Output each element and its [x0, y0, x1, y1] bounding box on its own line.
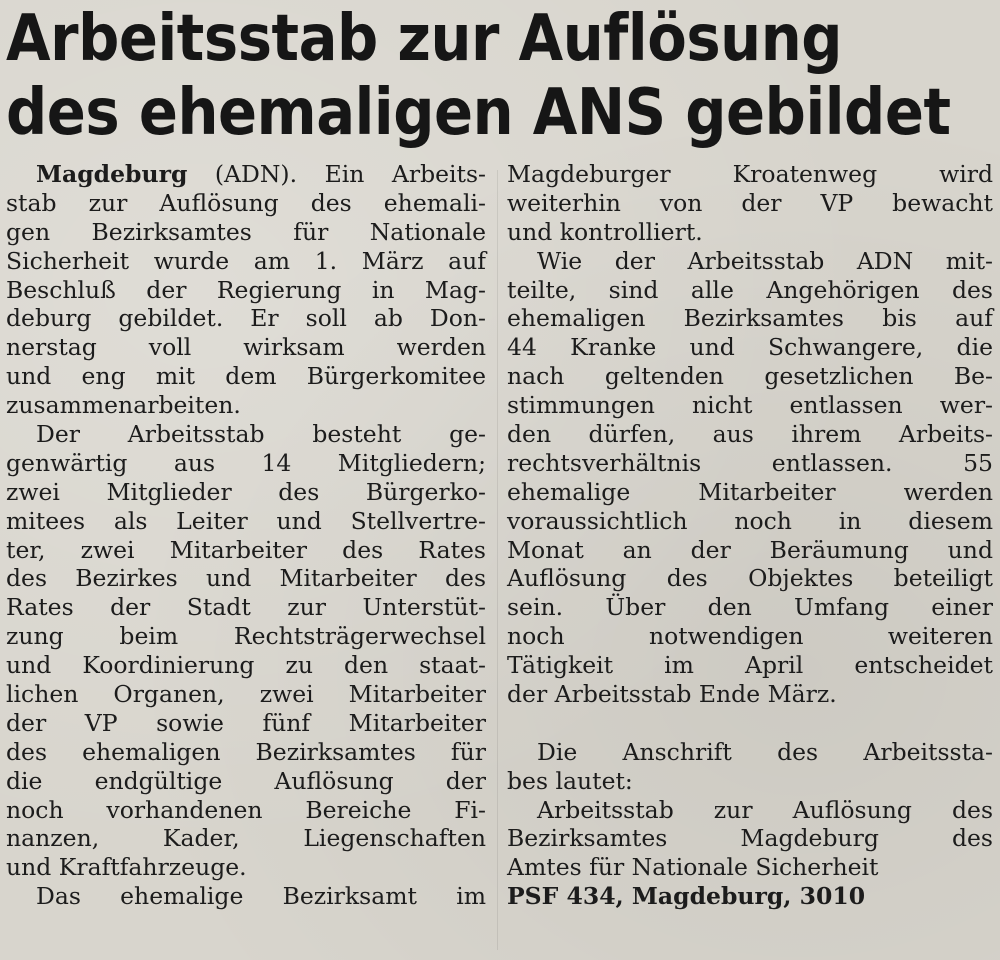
text-line: Sicherheit wurde am 1. März auf: [6, 246, 486, 275]
text-line: lichen Organen, zwei Mitarbeiter: [6, 680, 486, 709]
text-line: stimmungen nicht entlassen wer-: [507, 391, 993, 420]
text-line: Magdeburger Kroatenweg wird: [507, 160, 993, 188]
text-line: teilte, sind alle Angehörigen des: [507, 275, 993, 304]
text-line: Tätigkeit im April entscheidet: [507, 651, 993, 680]
headline: [6, 2, 951, 150]
text-line: zusammenarbeiten.: [6, 391, 241, 420]
headline-line-1: Arbeitsstab zur Auflösung: [6, 2, 843, 76]
text-line: 44 Kranke und Schwangere, die: [507, 333, 993, 362]
text-line: und eng mit dem Bürgerkomitee: [6, 362, 486, 391]
text-line: stab zur Auflösung des ehemali-: [6, 188, 486, 217]
text-line: voraussichtlich noch in diesem: [507, 506, 993, 535]
address-line: Amtes für Nationale Sicherheit: [507, 853, 879, 882]
text-line: genwärtig aus 14 Mitgliedern;: [6, 448, 486, 477]
text-line: rechtsverhältnis entlassen. 55: [507, 448, 993, 477]
text-line: des Bezirkes und Mitarbeiter des: [6, 564, 486, 593]
text-line: Wie der Arbeitsstab ADN mit-: [537, 246, 993, 275]
text-line: der Arbeitsstab Ende März.: [507, 680, 837, 709]
text-line: bes lautet:: [507, 766, 633, 795]
text-line: Der Arbeitsstab besteht ge-: [36, 420, 486, 449]
text-line: nach geltenden gesetzlichen Be-: [507, 362, 993, 391]
article-column-left: [6, 160, 486, 911]
text-line: Monat an der Beräumung und: [507, 535, 993, 564]
text-line: den dürfen, aus ihrem Arbeits-: [507, 420, 993, 449]
address-line: Arbeitsstab zur Auflösung des: [537, 795, 993, 824]
text-line: noch notwendigen weiteren: [507, 622, 993, 651]
text-line: noch vorhandenen Bereiche Fi-: [6, 795, 486, 824]
text-line: die endgültige Auflösung der: [6, 766, 486, 795]
text-line: der VP sowie fünf Mitarbeiter: [6, 708, 486, 737]
text-line: Die Anschrift des Arbeitssta-: [537, 737, 993, 766]
text-line: des ehemaligen Bezirksamtes für: [6, 737, 486, 766]
text-line: nanzen, Kader, Liegenschaften: [6, 824, 486, 853]
text-line: Beschluß der Regierung in Mag-: [6, 275, 486, 304]
text-line: sein. Über den Umfang einer: [507, 593, 993, 622]
text-line: nerstag voll wirksam werden: [6, 333, 486, 362]
text-line: und kontrolliert.: [507, 217, 703, 246]
text-line: deburg gebildet. Er soll ab Don-: [6, 304, 486, 333]
text-line: ehemaligen Bezirksamtes bis auf: [507, 304, 993, 333]
text-line: zung beim Rechtsträgerwechsel: [6, 622, 486, 651]
dateline: Magdeburg: [36, 160, 188, 188]
text-line: [6, 160, 486, 189]
headline-line-2: des ehemaligen ANS gebildet: [6, 76, 951, 150]
text-line: gen Bezirksamtes für Nationale: [6, 217, 486, 246]
text-line: ehemalige Mitarbeiter werden: [507, 477, 993, 506]
text-line: und Kraftfahrzeuge.: [6, 853, 247, 882]
text-line: und Koordinierung zu den staat-: [6, 651, 486, 680]
text-line: mitees als Leiter und Stellvertre-: [6, 506, 486, 535]
address-line: PSF 434, Magdeburg, 3010: [507, 882, 866, 911]
text-line: Rates der Stadt zur Unterstüt-: [6, 593, 486, 622]
text-fragment: (ADN). Ein Arbeits-: [214, 160, 486, 188]
column-divider: [497, 170, 498, 950]
text-line: ter, zwei Mitarbeiter des Rates: [6, 535, 486, 564]
address-line: Bezirksamtes Magdeburg des: [507, 824, 993, 853]
article-column-right: [507, 160, 993, 911]
text-line: weiterhin von der VP bewacht: [507, 188, 993, 217]
paragraph-gap: [507, 709, 993, 738]
text-line: Das ehemalige Bezirksamt im: [36, 882, 486, 911]
text-line: zwei Mitglieder des Bürgerko-: [6, 477, 486, 506]
text-line: Auflösung des Objektes beteiligt: [507, 564, 993, 593]
